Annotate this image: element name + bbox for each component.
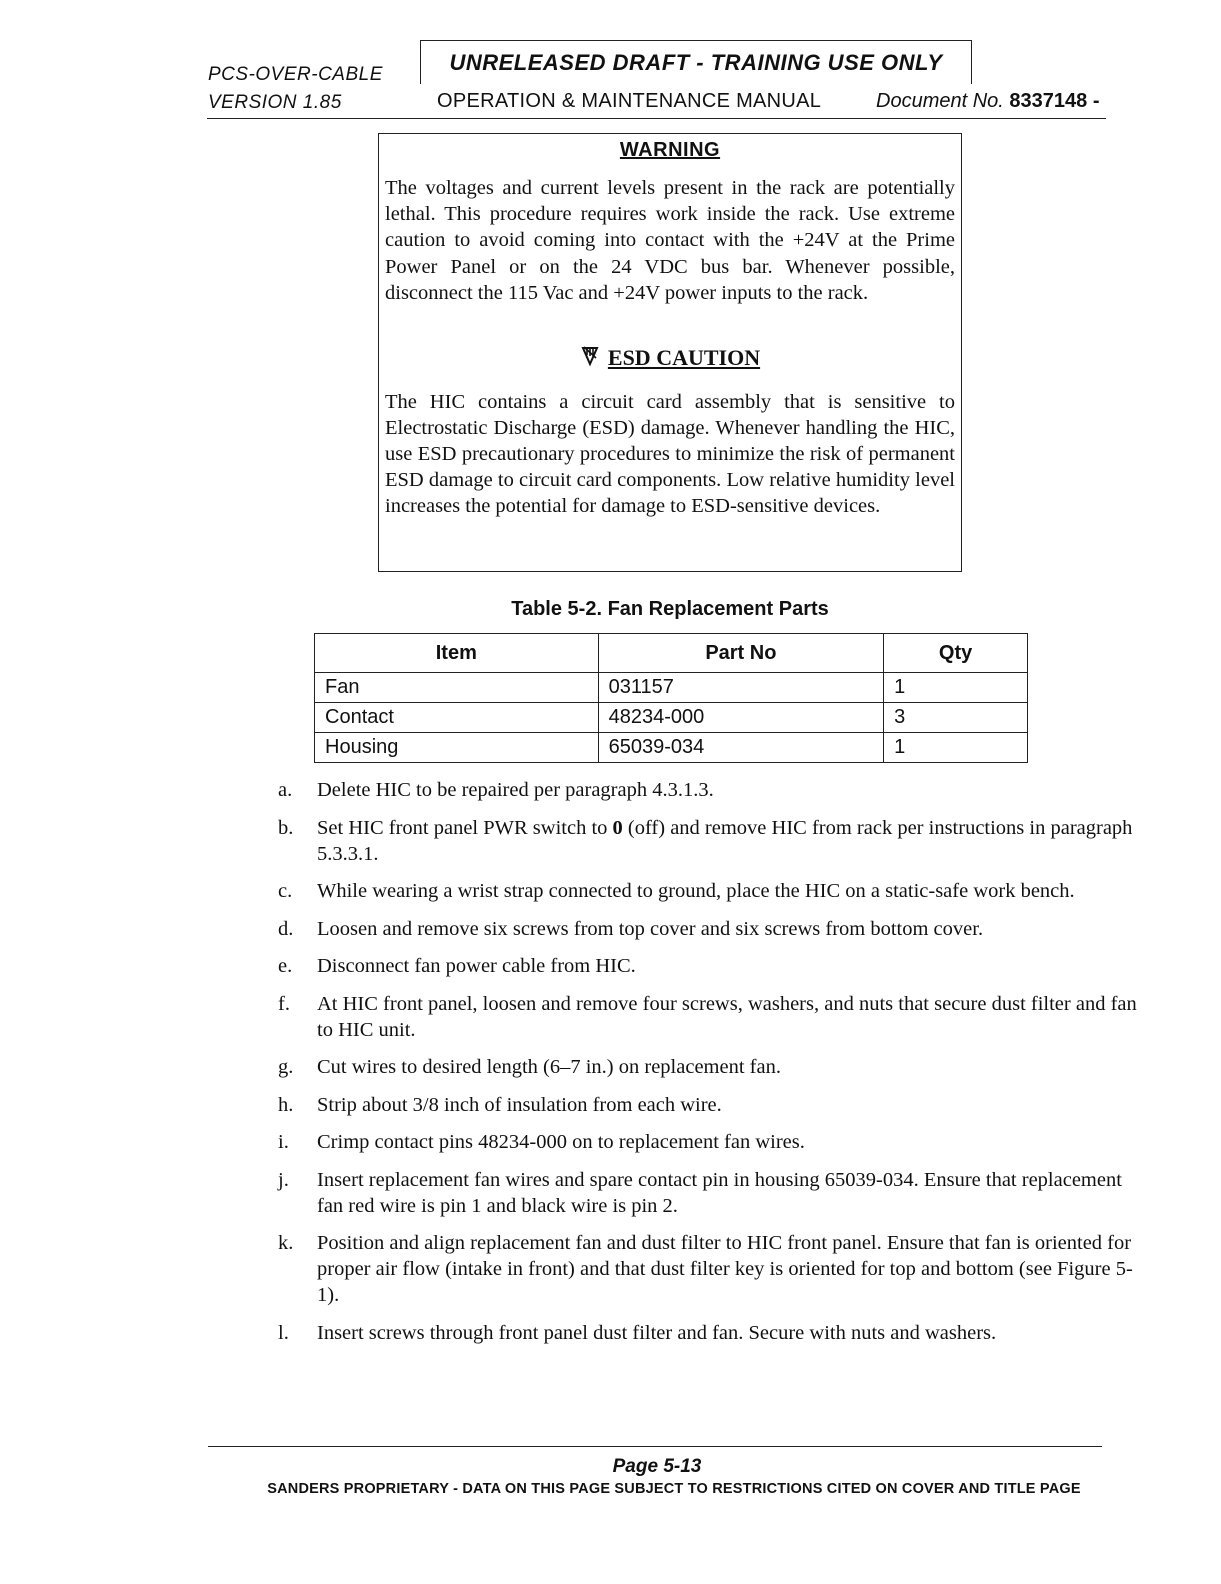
- column-header-item: Item: [315, 634, 599, 673]
- procedure-steps: [278, 777, 1138, 1357]
- step-k: [278, 1230, 1138, 1308]
- table-header-row: [315, 634, 1028, 673]
- cell-part-no: 65039-034: [598, 733, 884, 763]
- esd-caution-text: The HIC contains a circuit card assembly that is sensitive to Electrostatic Discharge (ESD) damage. Whenever handling the HIC, use ESD precautionary procedures to minimize the risk of permanent ESD damage to circuit card components. Low relative humidity level increases the potential for damage to ESD-sensitive devices.: [385, 391, 955, 517]
- table-row: [315, 733, 1028, 763]
- step-e: [278, 953, 1138, 979]
- esd-caution-label: ESD CAUTION: [607, 345, 761, 370]
- esd-caution-title: [379, 345, 961, 371]
- document-number-label: Document No.: [876, 90, 1004, 112]
- step-letter: i.: [278, 1131, 289, 1153]
- step-b: [278, 815, 1138, 867]
- column-header-part-no: Part No: [598, 634, 884, 673]
- page-number: Page 5-13: [612, 1456, 702, 1477]
- column-header-qty: Qty: [884, 634, 1028, 673]
- step-text-bold: 0: [612, 816, 623, 839]
- step-h: [278, 1092, 1138, 1118]
- step-letter: f.: [278, 992, 290, 1015]
- step-letter: j.: [278, 1168, 289, 1191]
- fan-parts-table: [314, 633, 1028, 763]
- step-letter: d.: [278, 917, 294, 940]
- step-text: Cut wires to desired length (6–7 in.) on replacement fan.: [317, 1056, 781, 1078]
- step-letter: e.: [278, 955, 293, 977]
- step-f: [278, 991, 1138, 1043]
- proprietary-notice: SANDERS PROPRIETARY - DATA ON THIS PAGE SUBJECT TO RESTRICTIONS CITED ON COVER AND TITLE PAGE: [267, 1481, 1081, 1497]
- step-g: [278, 1054, 1138, 1080]
- step-text: Position and align replacement fan and dust filter to HIC front panel. Ensure that fan is oriented for proper air flow (intake in front) and that dust filter key is oriented for top and bottom (see Figure 5-1).: [317, 1232, 1133, 1306]
- cell-qty: 1: [884, 673, 1028, 703]
- step-text: Disconnect fan power cable from HIC.: [317, 955, 636, 977]
- step-letter: l.: [278, 1321, 289, 1344]
- step-j: [278, 1167, 1138, 1219]
- step-l: [278, 1320, 1138, 1346]
- manual-title: OPERATION & MAINTENANCE MANUAL: [437, 90, 822, 112]
- product-version: VERSION 1.85: [208, 92, 342, 113]
- cell-item: Housing: [315, 733, 599, 763]
- step-text: While wearing a wrist strap connected to ground, place the HIC on a static-safe work bench.: [317, 880, 1075, 902]
- warning-text: The voltages and current levels present in the rack are potentially lethal. This procedure requires work inside the rack. Use extreme caution to avoid coming into contact with the +24V at the Prime Power Panel or on the 24 VDC bus bar. Whenever possible, disconnect the 115 Vac and +24V power inputs to the rack.: [385, 177, 955, 304]
- step-letter: c.: [278, 880, 293, 902]
- cell-part-no: 031157: [598, 673, 884, 703]
- cell-qty: 3: [884, 703, 1028, 733]
- step-text: Strip about 3/8 inch of insulation from each wire.: [317, 1093, 722, 1116]
- warning-title: WARNING: [619, 139, 721, 161]
- step-text: (off) and remove HIC from rack per instructions in paragraph 5.3.3.1.: [317, 816, 1133, 865]
- esd-hand-icon: [580, 345, 600, 371]
- step-i: [278, 1129, 1138, 1155]
- document-number: [876, 90, 1099, 113]
- footer-rule: [208, 1446, 1102, 1447]
- header-rule: [207, 118, 1106, 119]
- step-letter: k.: [278, 1232, 294, 1254]
- document-number-value: 8337148 -: [1009, 90, 1100, 112]
- step-letter: g.: [278, 1056, 294, 1078]
- cell-qty: 1: [884, 733, 1028, 763]
- product-name: PCS-OVER-CABLE: [208, 64, 383, 85]
- table-row: [315, 673, 1028, 703]
- step-text: Crimp contact pins 48234-000 on to replacement fan wires.: [317, 1131, 805, 1153]
- step-text: Delete HIC to be repaired per paragraph 4.3.1.3.: [317, 779, 714, 801]
- step-text: Insert replacement fan wires and spare contact pin in housing 65039-034. Ensure that replacement fan red wire is pin 1 and black wire is pin 2.: [317, 1168, 1122, 1217]
- cell-item: Fan: [315, 673, 599, 703]
- cell-part-no: 48234-000: [598, 703, 884, 733]
- step-c: [278, 878, 1138, 904]
- table-row: [315, 703, 1028, 733]
- step-letter: b.: [278, 816, 294, 839]
- step-d: [278, 916, 1138, 942]
- step-text: At HIC front panel, loosen and remove four screws, washers, and nuts that secure dust filter and fan to HIC unit.: [317, 992, 1137, 1041]
- draft-banner: UNRELEASED DRAFT - TRAINING USE ONLY: [420, 40, 972, 84]
- table-caption: Table 5-2. Fan Replacement Parts: [511, 598, 829, 620]
- step-text: Loosen and remove six screws from top cover and six screws from bottom cover.: [317, 917, 984, 940]
- step-text: Set HIC front panel PWR switch to: [317, 816, 613, 839]
- step-letter: a.: [278, 779, 293, 801]
- cell-item: Contact: [315, 703, 599, 733]
- step-text: Insert screws through front panel dust filter and fan. Secure with nuts and washers.: [317, 1321, 997, 1344]
- step-a: [278, 777, 1138, 803]
- step-letter: h.: [278, 1093, 294, 1116]
